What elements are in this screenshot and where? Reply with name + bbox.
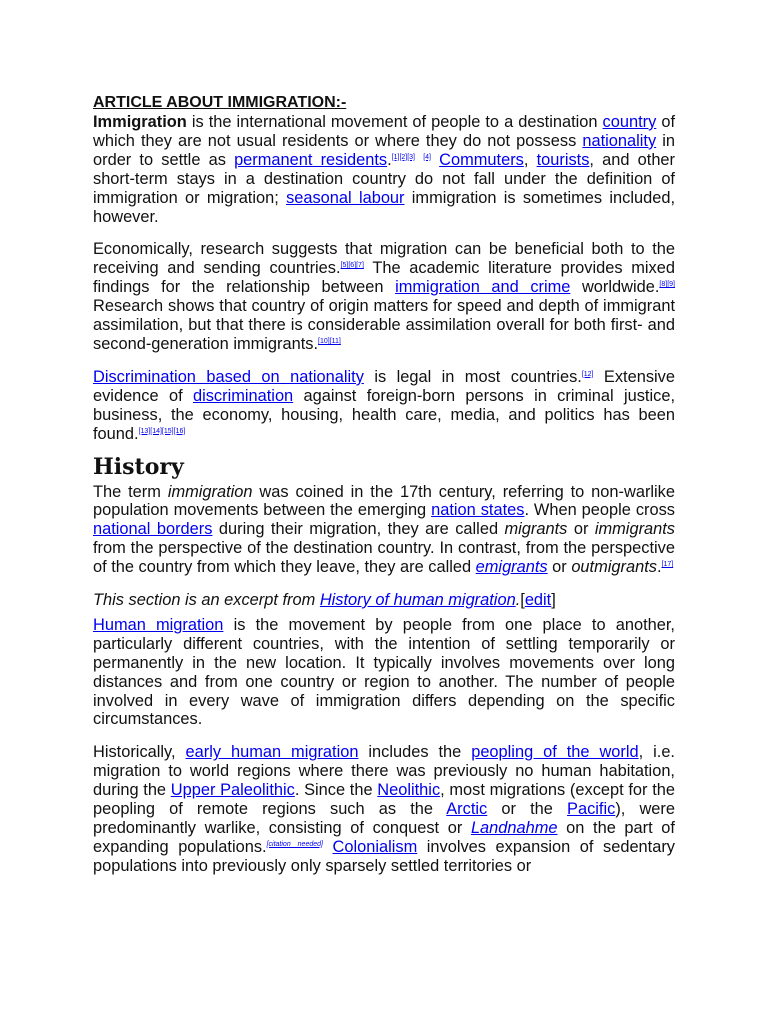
link-nation-states[interactable]: nation states <box>431 501 525 520</box>
link-seasonal-labour[interactable]: seasonal labour <box>286 188 405 207</box>
term-immigrants: immigrants <box>594 520 676 539</box>
text: ), were predominantly warlike, consisting of conquest or <box>93 800 675 837</box>
text: [ <box>520 591 525 610</box>
text: ] <box>551 591 556 610</box>
text: Research shows that country of origin matters for speed and depth of immigrant assimilation, but that there is considerable assimilation overall for both first- and second-generation immigrants. <box>93 297 675 353</box>
citation-link[interactable]: [10][11] <box>318 337 341 345</box>
paragraph-human-migration <box>93 616 675 729</box>
text: . When people cross <box>524 501 675 520</box>
text: is the international movement of people to a destination <box>186 113 603 131</box>
paragraph-discrimination <box>93 368 675 444</box>
text: Historically, <box>93 743 186 762</box>
text: The term <box>93 482 168 501</box>
paragraph-intro <box>93 113 675 226</box>
citation-link[interactable]: [4] <box>423 153 431 161</box>
term-migrants: migrants <box>504 520 568 539</box>
link-arctic[interactable]: Arctic <box>446 800 488 819</box>
term-immigration: Immigration <box>93 113 187 131</box>
text: . Since the <box>294 781 378 800</box>
text: during their migration, they are called <box>212 520 505 539</box>
text <box>431 151 439 169</box>
text: , most migrations (except for the peopling of remote regions such as the <box>93 781 675 819</box>
link-tourists[interactable]: tourists <box>536 150 590 169</box>
link-pacific[interactable]: Pacific <box>567 800 616 819</box>
link-human-migration[interactable]: Human migration <box>93 615 224 634</box>
link-early-human-migration[interactable]: early human migration <box>185 743 359 762</box>
paragraph-historical <box>93 743 675 875</box>
text: on the part of expanding populations. <box>93 819 675 856</box>
term-outmigrants: outmigrants <box>571 558 657 577</box>
text: involves expansion of sedentary populations into previously only sparsely settled territories or <box>93 837 675 875</box>
paragraph-history-term <box>93 483 675 578</box>
text: , <box>523 150 537 169</box>
document-page <box>93 93 675 876</box>
text: . <box>387 150 392 169</box>
citation-link[interactable]: [17] <box>661 561 674 569</box>
text: from the perspective of the destination country. In contrast, from the perspective of the country from which they leave, they are called <box>93 539 675 577</box>
link-national-borders[interactable]: national borders <box>93 520 213 539</box>
text: . <box>515 591 521 610</box>
text: is the movement by people from one place to another, particularly different countries, with the intention of settling temporarily or permanently in the new location. It typically involves movements over long distances and from one country or region to another. The number of people involved in every wave of immigration differs depending on the specific circumstances. <box>93 615 675 729</box>
link-colonialism[interactable]: Colonialism <box>332 837 418 856</box>
citation-link[interactable]: [13][14][15][16] <box>138 427 186 435</box>
link-landnahme[interactable]: Landnahme <box>470 819 558 837</box>
link-discrimination[interactable]: discrimination <box>192 386 294 405</box>
citation-link[interactable]: [12] <box>581 370 594 378</box>
link-emigrants[interactable]: emigrants <box>475 558 548 577</box>
citation-link[interactable]: [5][6][7] <box>340 262 364 270</box>
link-discrimination-based-on-nationality[interactable]: Discrimination based on nationality <box>93 367 364 386</box>
article-heading: ARTICLE ABOUT IMMIGRATION:- <box>93 94 347 111</box>
text: or <box>547 558 572 577</box>
history-heading: History <box>93 453 184 480</box>
text: is legal in most countries. <box>363 367 582 386</box>
text: was coined in the 17th century, referring to non-warlike population movements between the emerging <box>93 482 675 520</box>
link-immigration-and-crime[interactable]: immigration and crime <box>395 278 571 297</box>
text: in order to settle as <box>93 131 675 169</box>
text <box>323 838 333 856</box>
text: . <box>656 558 662 577</box>
text: includes the <box>358 743 472 762</box>
text: , and other short-term stays in a destination country do not fall under the definition of immigration or migration; <box>93 150 676 207</box>
link-nationality[interactable]: nationality <box>582 131 657 150</box>
text: Economically, research suggests that migration can be beneficial both to the receiving and sending countries. <box>93 240 675 278</box>
term-immigration-italic: immigration <box>167 482 253 501</box>
text: This section is an excerpt from <box>93 591 320 610</box>
link-history-of-human-migration[interactable]: History of human migration <box>319 591 516 610</box>
text: or <box>567 520 595 539</box>
link-commuters[interactable]: Commuters <box>439 150 524 169</box>
citation-link[interactable]: [1][2][3] <box>391 153 416 161</box>
excerpt-note <box>93 591 675 610</box>
citation-link[interactable]: [8][9] <box>659 281 675 289</box>
text: , i.e. migration to world regions where there was previously no human habitation, during the <box>93 743 675 800</box>
text: The academic literature provides mixed findings for the relationship between <box>93 259 675 297</box>
text: immigration is sometimes included, however. <box>93 188 675 226</box>
text: or the <box>487 800 568 819</box>
text: worldwide. <box>570 278 660 297</box>
link-peopling-of-the-world[interactable]: peopling of the world <box>471 743 639 762</box>
text: against foreign-born persons in criminal justice, business, the economy, housing, health care, media, and politics has been found. <box>93 386 675 443</box>
paragraph-economics <box>93 240 675 353</box>
text: of which they are not usual residents or where they do not possess <box>93 113 675 150</box>
edit-link[interactable]: edit <box>524 591 552 610</box>
citation-needed-link[interactable]: [citation needed] <box>266 840 323 848</box>
link-permanent-residents[interactable]: permanent residents <box>234 150 388 169</box>
text: Extensive evidence of <box>93 367 675 405</box>
link-country[interactable]: country <box>602 113 657 131</box>
link-upper-paleolithic[interactable]: Upper Paleolithic <box>170 781 295 800</box>
link-neolithic[interactable]: Neolithic <box>377 781 441 800</box>
